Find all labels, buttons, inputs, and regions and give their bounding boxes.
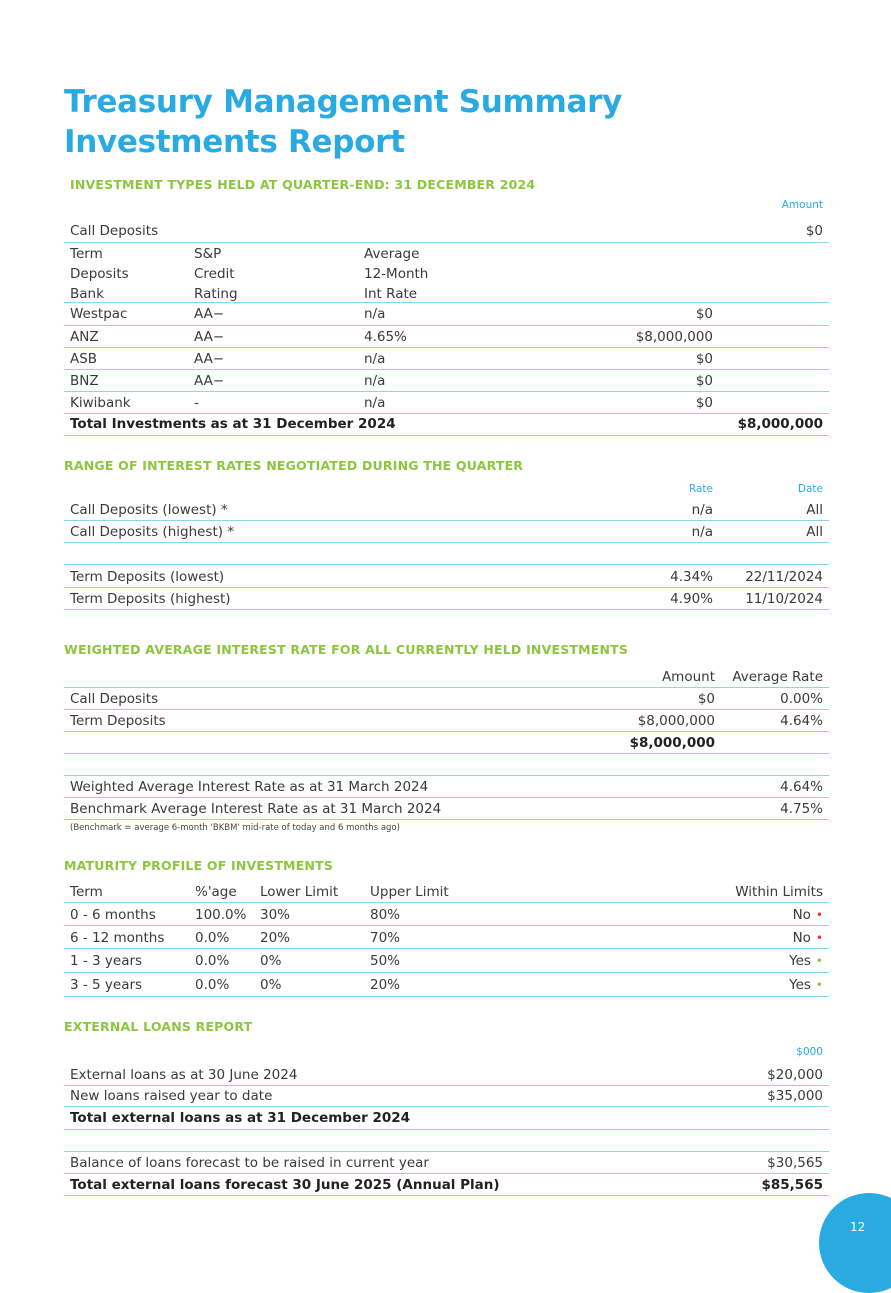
weighted-total-row (64, 732, 829, 754)
table-row (64, 348, 829, 370)
benchmark-value: 4.75% (780, 801, 823, 817)
annual-plan-label: Total external loans forecast 30 June 2025 (Annual Plan) (70, 1177, 500, 1193)
maturity-pct: 0.0% (195, 953, 230, 969)
maturity-term: 6 - 12 months (70, 930, 165, 946)
loan-label: External loans as at 30 June 2024 (70, 1067, 298, 1083)
benchmark-note: (Benchmark = average 6-month 'BKBM' mid-rate of today and 6 months ago) (70, 823, 400, 833)
total-loans-row (64, 1107, 829, 1130)
amount: $0 (695, 306, 713, 322)
within-limits: No • (792, 930, 823, 946)
table-row (64, 903, 829, 926)
weighted-label: Term Deposits (70, 713, 166, 729)
table-row (64, 499, 829, 521)
table-row (64, 588, 829, 610)
bank-name: BNZ (70, 373, 99, 389)
weighted-total: $8,000,000 (629, 735, 715, 751)
forecast-value: $30,565 (767, 1155, 823, 1171)
maturity-pct: 0.0% (195, 930, 230, 946)
table-row (64, 949, 829, 973)
weighted-label: Call Deposits (70, 691, 159, 707)
amount-header: Amount (661, 669, 715, 685)
maturity-term: 1 - 3 years (70, 953, 143, 969)
title-line-1: Treasury Management Summary (64, 84, 623, 120)
maturity-lower: 20% (260, 930, 291, 946)
call-deposits-label: Call Deposits (70, 223, 159, 239)
table-row (64, 973, 829, 997)
spacer-row (64, 543, 829, 565)
investment-types-heading: INVESTMENT TYPES HELD AT QUARTER-END: 31 DECEMBER 2024 (70, 177, 536, 192)
table-row (64, 303, 829, 326)
rate-value: n/a (691, 524, 713, 540)
interest-range-heading: RANGE OF INTEREST RATES NEGOTIATED DURING THE QUARTER (64, 458, 524, 473)
status-dot: • (815, 931, 823, 945)
rate-date: 22/11/2024 (745, 569, 823, 585)
rating-header: S&P Credit Rating (194, 246, 238, 302)
annual-plan-value: $85,565 (761, 1177, 823, 1193)
annual-plan-row (64, 1174, 829, 1196)
unit-header: $000 (796, 1046, 823, 1058)
loan-value: $35,000 (767, 1088, 823, 1104)
term-header: Term (70, 884, 103, 900)
table-row (64, 392, 829, 414)
credit-rating: AA− (194, 373, 225, 389)
credit-rating: AA− (194, 306, 225, 322)
bank-name: Kiwibank (70, 395, 131, 411)
credit-rating: AA− (194, 329, 225, 345)
int-rate: n/a (364, 395, 386, 411)
credit-rating: - (194, 395, 199, 411)
table-row (64, 1063, 829, 1086)
maturity-lower: 30% (260, 907, 291, 923)
table-row (64, 521, 829, 543)
total-investments-row (64, 414, 829, 436)
date-header: Date (797, 483, 823, 495)
within-limits-header: Within Limits (735, 884, 823, 900)
rate-value: 4.34% (670, 569, 713, 585)
maturity-term: 0 - 6 months (70, 907, 156, 923)
spacer-row (64, 1130, 829, 1152)
table-row (64, 370, 829, 392)
rate-label: Call Deposits (lowest) * (70, 502, 228, 518)
rate-header: Rate (688, 483, 713, 495)
maturity-pct: 100.0% (195, 907, 247, 923)
credit-rating: AA− (194, 351, 225, 367)
int-rate: n/a (364, 351, 386, 367)
int-rate-header: Average 12-Month Int Rate (364, 246, 429, 302)
total-investments-value: $8,000,000 (737, 416, 823, 432)
amount: $8,000,000 (635, 329, 713, 345)
maturity-upper: 20% (370, 977, 401, 993)
upper-limit-header: Upper Limit (370, 884, 449, 900)
table-row (64, 326, 829, 348)
maturity-upper: 50% (370, 953, 401, 969)
bank-name: ASB (70, 351, 98, 367)
table-row (64, 710, 829, 732)
int-rate: n/a (364, 306, 386, 322)
rate-label: Term Deposits (lowest) (70, 569, 225, 585)
weighted-header-row (64, 666, 829, 688)
call-deposits-amount: $0 (805, 223, 823, 239)
rate-date: All (806, 524, 823, 540)
average-rate-header: Average Rate (732, 669, 823, 685)
bank-header: Term Deposits Bank (70, 246, 129, 302)
external-loans-heading: EXTERNAL LOANS REPORT (64, 1019, 253, 1034)
total-investments-label: Total Investments as at 31 December 2024 (70, 416, 396, 432)
maturity-heading: MATURITY PROFILE OF INVESTMENTS (64, 858, 334, 873)
table-row (64, 1086, 829, 1107)
weighted-average-row (64, 776, 829, 798)
int-rate: n/a (364, 373, 386, 389)
page-title (64, 82, 622, 162)
weighted-rate: 4.64% (780, 713, 823, 729)
amount: $0 (695, 351, 713, 367)
benchmark-row (64, 798, 829, 820)
total-loans-label: Total external loans as at 31 December 2024 (70, 1110, 411, 1126)
maturity-lower: 0% (260, 953, 282, 969)
weighted-rate: 0.00% (780, 691, 823, 707)
maturity-header-row (64, 881, 829, 903)
status-dot: • (815, 908, 823, 922)
benchmark-label: Benchmark Average Interest Rate as at 31 March 2024 (70, 801, 442, 817)
weighted-amount: $8,000,000 (637, 713, 715, 729)
rate-label: Call Deposits (highest) * (70, 524, 235, 540)
status-dot: • (815, 954, 823, 968)
within-limits: Yes • (789, 977, 823, 993)
maturity-upper: 70% (370, 930, 401, 946)
amount: $0 (695, 395, 713, 411)
spacer-row (64, 754, 829, 776)
table-row (64, 688, 829, 710)
rate-date: 11/10/2024 (745, 591, 823, 607)
table-row (64, 926, 829, 949)
forecast-row (64, 1152, 829, 1174)
rate-label: Term Deposits (highest) (70, 591, 231, 607)
within-limits: No • (792, 907, 823, 923)
call-deposits-row (64, 220, 829, 243)
maturity-pct: 0.0% (195, 977, 230, 993)
loan-label: New loans raised year to date (70, 1088, 273, 1104)
lower-limit-header: Lower Limit (260, 884, 339, 900)
bank-name: ANZ (70, 329, 99, 345)
maturity-lower: 0% (260, 977, 282, 993)
page-number: 12 (850, 1220, 866, 1234)
loan-value: $20,000 (767, 1067, 823, 1083)
page-number-badge (819, 1193, 891, 1293)
rate-value: 4.90% (670, 591, 713, 607)
rate-value: n/a (691, 502, 713, 518)
amount: $0 (695, 373, 713, 389)
term-deposits-header-row (64, 243, 829, 303)
status-dot: • (815, 978, 823, 992)
amount-header: Amount (781, 199, 823, 211)
weighted-amount: $0 (697, 691, 715, 707)
title-line-2: Investments Report (64, 124, 405, 160)
within-limits: Yes • (789, 953, 823, 969)
rate-date: All (806, 502, 823, 518)
pct-header: %'age (195, 884, 237, 900)
forecast-label: Balance of loans forecast to be raised in current year (70, 1155, 429, 1171)
weighted-average-heading: WEIGHTED AVERAGE INTEREST RATE FOR ALL CURRENTLY HELD INVESTMENTS (64, 642, 629, 657)
table-row (64, 565, 829, 588)
maturity-term: 3 - 5 years (70, 977, 143, 993)
weighted-average-label: Weighted Average Interest Rate as at 31 March 2024 (70, 779, 429, 795)
bank-name: Westpac (70, 306, 128, 322)
maturity-upper: 80% (370, 907, 401, 923)
weighted-average-value: 4.64% (780, 779, 823, 795)
int-rate: 4.65% (364, 329, 407, 345)
